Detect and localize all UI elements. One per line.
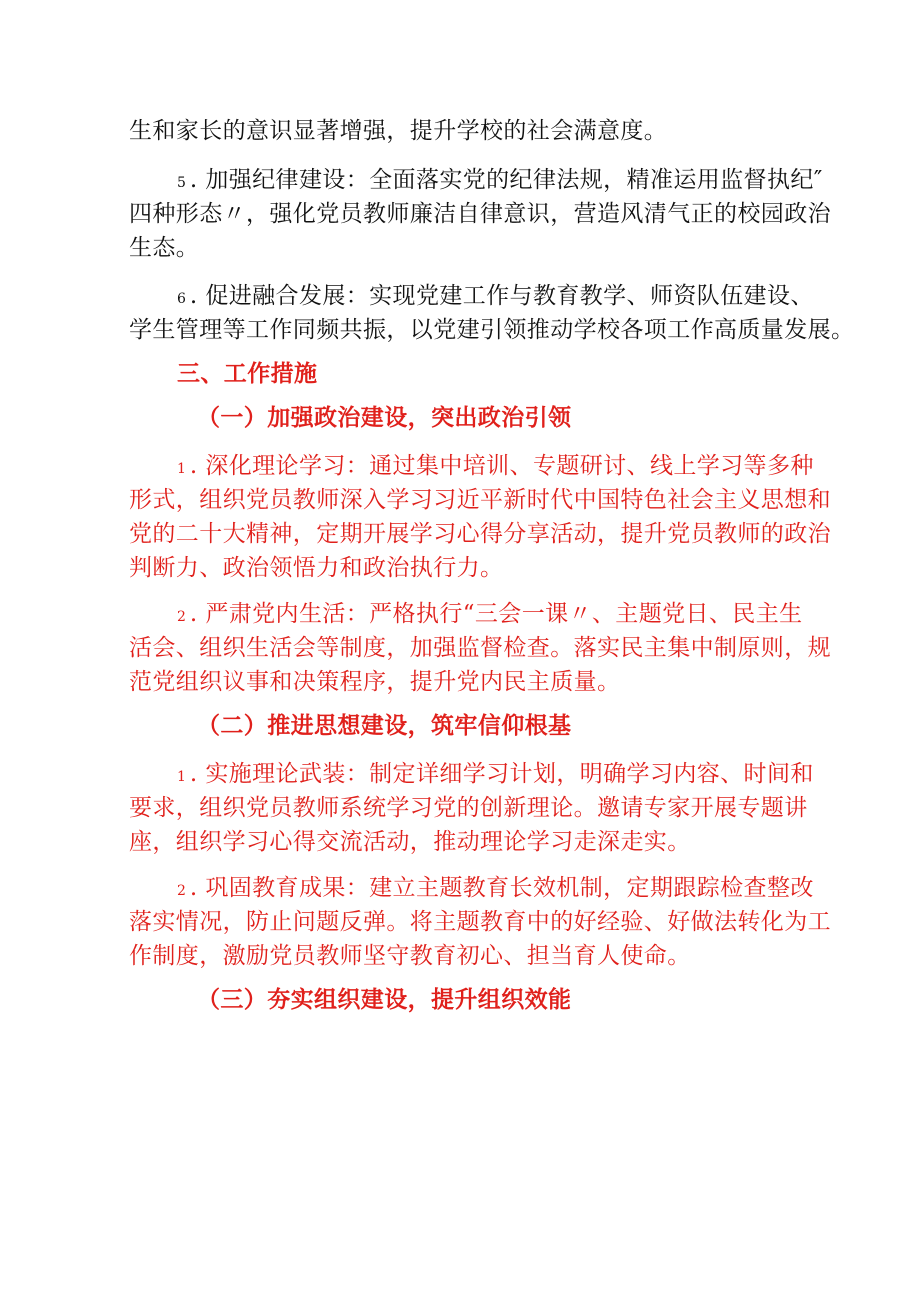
paragraph-text: . 促进融合发展：实现党建工作与教育教学、师资队伍建设、 — [189, 283, 814, 309]
item-number: 2 — [177, 883, 186, 899]
paragraph-text: . 深化理论学习：通过集中培训、专题研讨、线上学习等多种 — [189, 453, 814, 479]
subsection-2-item-2-line-3: 作制度，激励党员教师坚守教育初心、担当育人使命。 — [129, 943, 691, 969]
subsection-heading: （二）推进思想建设，筑牢信仰根基 — [197, 712, 572, 739]
subsection-heading: （一）加强政治建设，突出政治引领 — [197, 404, 572, 431]
subsection-2-item-2-line-1 — [177, 871, 877, 905]
subsection-heading: （三）夯实组织建设，提升组织效能 — [197, 986, 572, 1013]
subsection-1-item-2-line-1 — [177, 597, 877, 631]
paragraph-line: 生和家长的意识显著增强，提升学校的社会满意度。 — [129, 118, 668, 144]
subsection-1-item-1-line-3: 党的二十大精神，定期开展学习心得分享活动，提升党员教师的政治 — [129, 521, 831, 547]
subsection-1-item-2-line-3: 范党组织议事和决策程序，提升党内民主质量。 — [129, 669, 621, 695]
subsection-1-item-2-line-2: 活会、组织生活会等制度，加强监督检查。落实民主集中制原则，规 — [129, 635, 831, 661]
paragraph-text: . 巩固教育成果：建立主题教育长效机制，定期跟踪检查整改 — [189, 875, 814, 901]
paragraph-5-line-2: 四种形态〃，强化党员教师廉洁自律意识，营造风清气正的校园政治 — [129, 201, 831, 227]
paragraph-6-line-2: 学生管理等工作同频共振，以党建引领推动学校各项工作高质量发展。 — [129, 317, 855, 343]
paragraph-text: . 实施理论武装：制定详细学习计划，明确学习内容、时间和 — [189, 761, 814, 787]
subsection-2-item-1-line-1 — [177, 757, 877, 791]
subsection-2-item-1-line-2: 要求，组织党员教师系统学习党的创新理论。邀请专家开展专题讲 — [129, 795, 808, 821]
paragraph-text: . 加强纪律建设：全面落实党的纪律法规，精准运用监督执纪″ — [189, 167, 823, 193]
subsection-1-item-1-line-2: 形式，组织党员教师深入学习习近平新时代中国特色社会主义思想和 — [129, 487, 831, 513]
paragraph-5-line-1 — [177, 163, 877, 197]
subsection-2-item-1-line-3: 座，组织学习心得交流活动，推动理论学习走深走实。 — [129, 829, 691, 855]
section-heading: 三、工作措施 — [177, 360, 318, 387]
item-number: 1 — [177, 461, 186, 477]
paragraph-text: . 严肃党内生活：严格执行“三会一课〃、主题党日、民主生 — [189, 601, 803, 627]
subsection-1-item-1-line-4: 判断力、政治领悟力和政治执行力。 — [129, 555, 504, 581]
item-number: 1 — [177, 769, 186, 785]
item-number: 6 — [177, 291, 186, 307]
subsection-2-item-2-line-2: 落实情况，防止问题反弹。将主题教育中的好经验、好做法转化为工 — [129, 909, 831, 935]
paragraph-5-line-3: 生态。 — [129, 235, 200, 261]
paragraph-6-line-1 — [177, 279, 877, 313]
item-number: 2 — [177, 609, 186, 625]
subsection-1-item-1-line-1 — [177, 449, 877, 483]
item-number: 5 — [177, 175, 186, 191]
